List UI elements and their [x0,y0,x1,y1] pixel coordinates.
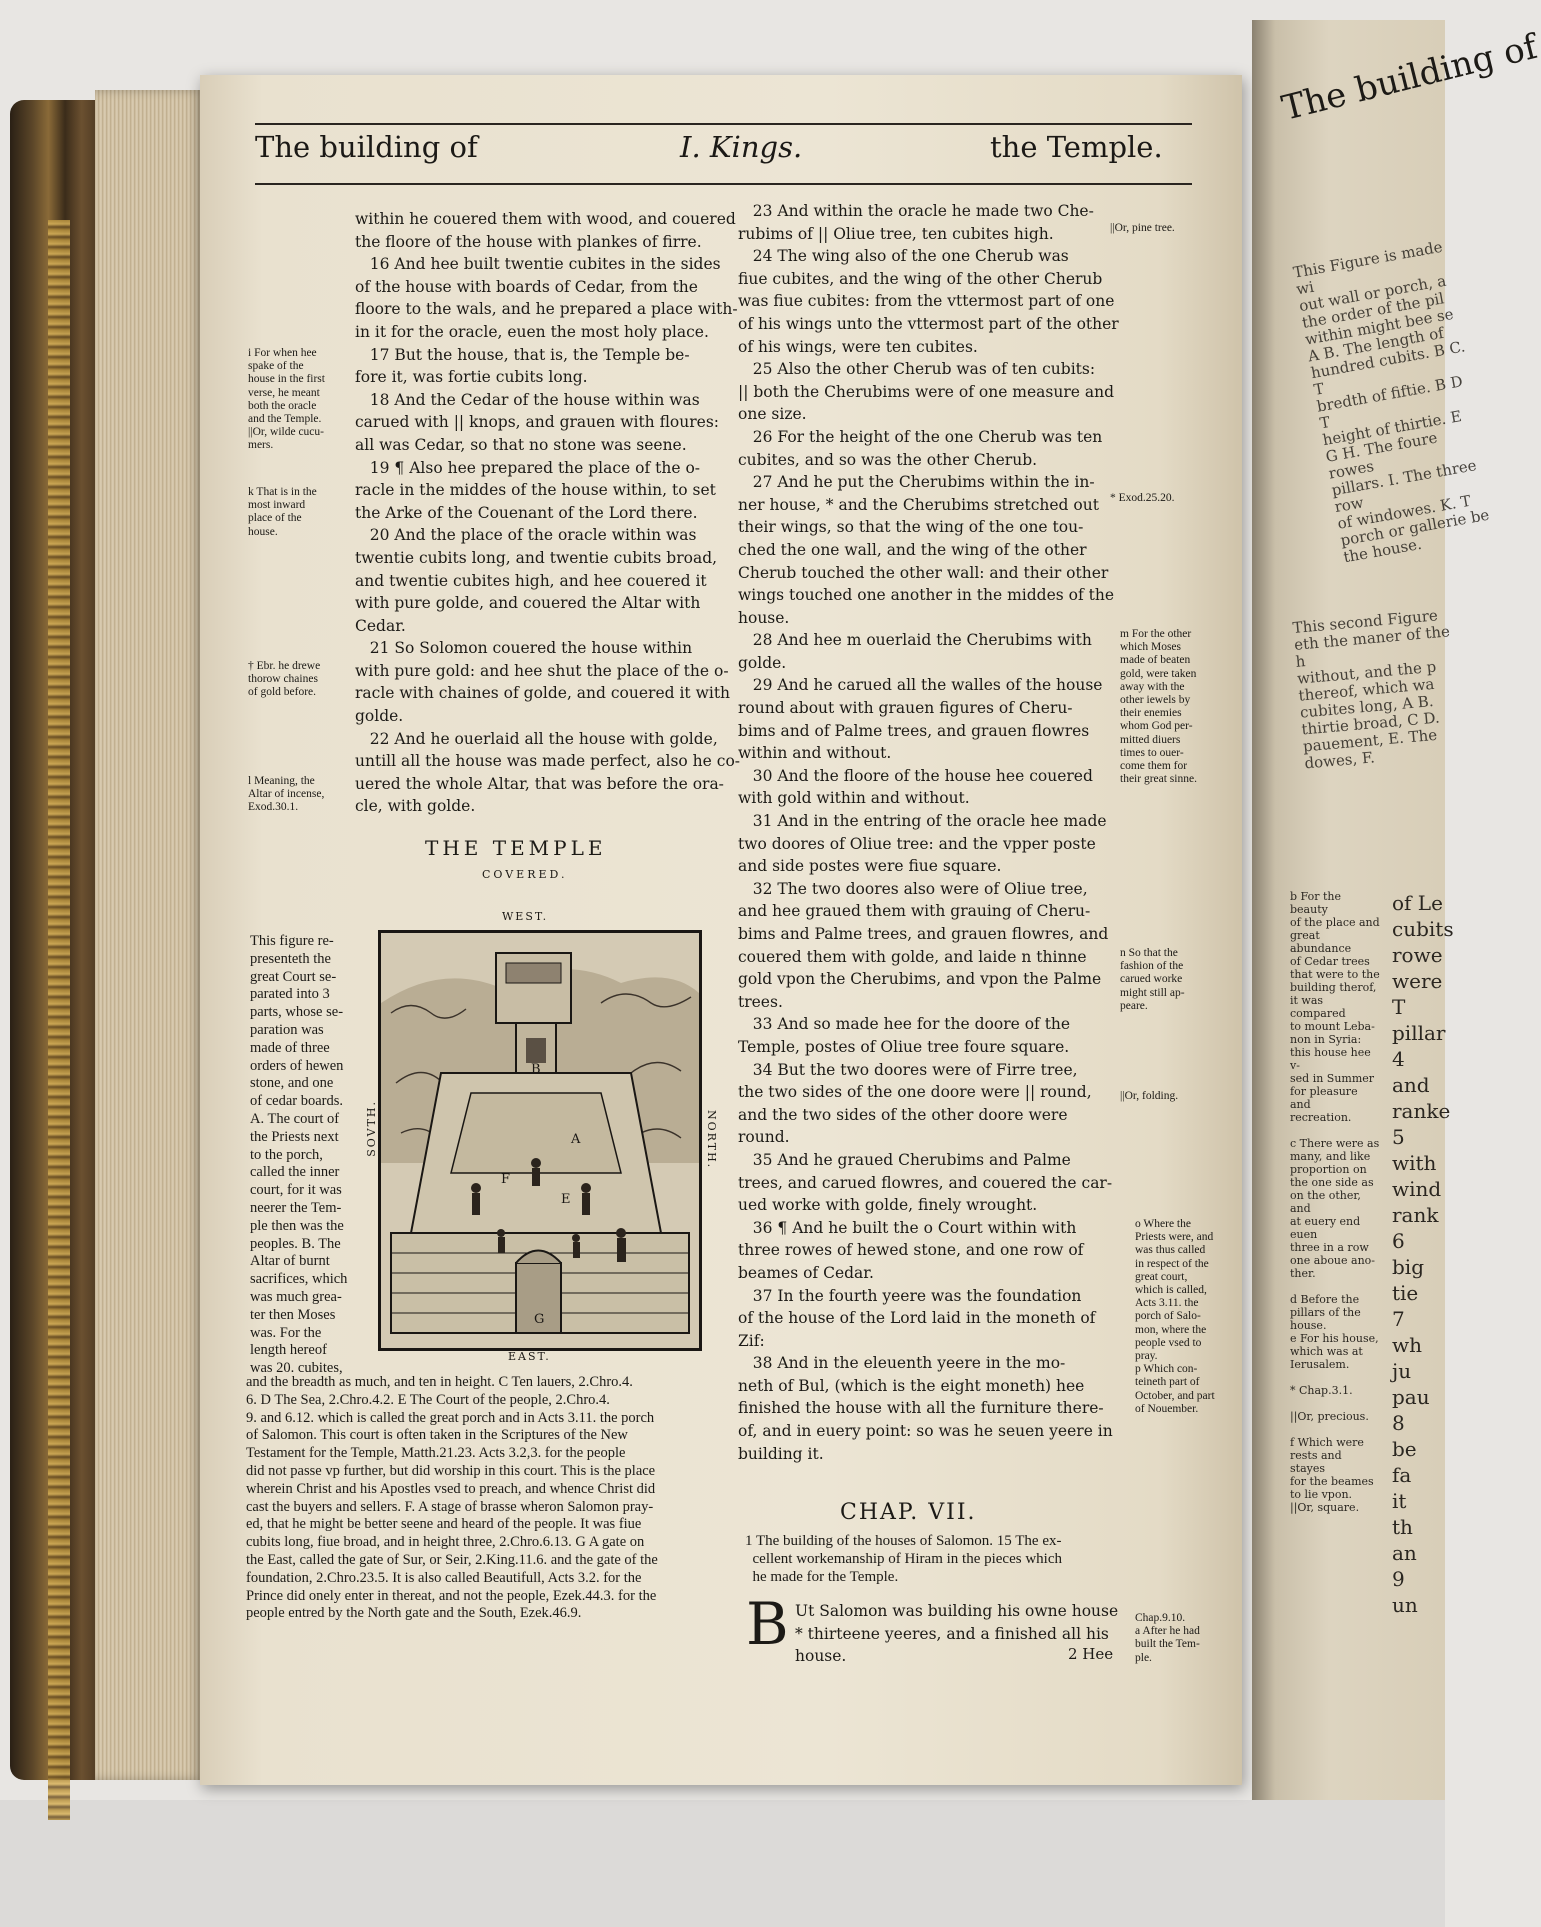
chapter-argument: 1 The building of the houses of Salomon. 15 The ex- cellent workemanship of Hiram in the pieces which he made for the Temple. [745,1533,1062,1585]
margin-note-l: l Meaning, the Altar of incense, Exod.30.1. [248,775,325,814]
svg-text:A: A [571,1132,581,1147]
margin-note-folding: ||Or, folding. [1120,1090,1179,1102]
figure-east-label: EAST. [508,1350,551,1363]
chapter-heading: CHAP. VII. [840,1500,977,1525]
facing-page-notes: b For the beauty of the place and great abundance of Cedar trees that were to the building therof, it was compared to mount Leba- non in Syria: this house hee v- sed in Summer for pleasure and recreation. c There were as many, and like proportion on the one side as on the other, and at euery end euen three in a row one aboue ano- ther. d Before the pillars of the house. e For his house, which was at Ierusalem. * Chap.3.1. ||Or, precious. f Which were rests and stayes for the beames to lie vpon. ||Or, square. [1290,890,1380,1514]
margin-note-k: k That is in the most inward place of the house. [248,486,317,538]
page-edges [95,90,205,1780]
facing-page [1252,20,1541,1800]
figure-subtitle: COVERED. [482,868,568,881]
margin-note-chap: Chap.9.10. a After he had built the Tem- ple. [1135,1612,1200,1664]
temple-woodcut-drawing [381,933,699,1348]
figure-bottom-caption: and the breadth as much, and ten in height. C Ten lauers, 2.Chro.4. 6. D The Sea, 2.Chro.4.2. E The Court of the people, 2.Chro.4. 9. and 6.12. which is called the great porch and in Acts 3.11. the porch of Salomon. This court is often taken in the Scriptures of the New Testament for the Temple, Matth.21.23. Acts 3.2,3. for the people did not passe vp further, but did worship in this court. This is the place wherein Christ and his Apostles vsed to preach, and whence Christ did cast the buyers and sellers. F. A stage of brasse wheron Salomon pray- ed, that he might be better seene and heard of the people. It was fiue cubits long, fiue broad, and in height three, 2.Chro.6.13. G A gate on the East, called the gate of Sur, or Seir, 2.King.11.6. and the gate of the foundation, 2.Chro.23.5. It is also called Beautifull, Acts 3.2. for the Prince did onely enter in thereat, and not the people, Ezek.44.3. for the people entred by the North gate and the South, Ezek.46.9. [246,1374,658,1622]
gilt-spine-decoration [48,220,70,1820]
svg-text:F: F [501,1172,511,1187]
figure-south-label: SOVTH. [365,1100,378,1157]
facing-page-heading: The building of [1278,26,1541,129]
running-head-center: I. Kings. [680,130,803,164]
margin-note-dagger: † Ebr. he drewe thorow chaines of gold before. [248,660,321,699]
margin-note-exod: * Exod.25.20. [1110,492,1175,504]
drop-capital: B [746,1590,789,1658]
margin-note-i: i For when hee spake of the house in the first verse, he meant both the oracle and the Temple. ||Or, wilde cucu- mers. [248,347,325,452]
svg-text:G: G [534,1312,545,1327]
facing-page-text-2: This second Figure eth the maner of the h without, and the p thereof, which wa cubites long, A B. thirtie broad, C D. pauement, E. The dowes, F. [1291,606,1451,773]
figure-side-caption: This figure re- presenteth the great Court se- parated into 3 parts, whose se- paration was made of three orders of hewen stone, and one of cedar boards. A. The court of the Priests next to the porch, called the inner court, for it was neerer the Tem- ple then was the peoples. B. The Altar of burnt sacrifices, which was much grea- ter then Moses was. For the length hereof was 20. cubites, [250,933,348,1377]
facing-page-fragments: of Le cubits rowe were T pillar 4 and ranke 5 with wind rank 6 big tie 7 wh ju pau 8 be fa it th an 9 un [1392,891,1454,1617]
margin-note-m: m For the other which Moses made of beaten gold, were taken away with the other iewels by their enemies whom God per- mitted diuers times to ouer- come them for their great sinne. [1120,628,1197,786]
svg-text:B: B [531,1062,541,1077]
margin-note-pine: ||Or, pine tree. [1110,222,1175,234]
temple-woodcut [378,930,702,1351]
running-head-left: The building of [255,130,478,164]
chapter-opening-text: Ut Salomon was building his owne house * thirteene yeeres, and a finished all his house. [795,1602,1119,1666]
margin-note-n: n So that the fashion of the carued worke might still ap- peare. [1120,947,1185,1012]
left-column-text: within he couered them with wood, and couered the floore of the house with plankes of firre. 16 And hee built twentie cubites in the sides of the house with boards of Cedar, from the floore to the wals, and he prepared a place with- in it for the oracle, euen the most holy place. 17 But the house, that is, the Temple be- fore it, was fortie cubits long. 18 And the Cedar of the house within was carued with || knops, and grauen with floures: all was Cedar, so that no stone was seene. 19 ¶ Also hee prepared the place of the o- racle in the middes of the house within, to set the Arke of the Couenant of the Lord there. 20 And the place of the oracle within was twentie cubits long, and twentie cubits broad, and twentie cubites high, and hee couered it with pure golde, and couered the Altar with Cedar. 21 So Solomon couered the house within with pure gold: and hee shut the place of the o- racle with chaines of golde, and couered it with golde. 22 And he ouerlaid all the house with golde, untill all the house was made perfect, also he co- uered the whole Altar, that was before the ora- cle, with golde. [355,210,741,816]
svg-text:E: E [561,1192,571,1207]
top-rule [255,123,1192,125]
figure-north-label: NORTH. [705,1110,718,1170]
head-rule [255,183,1192,185]
margin-note-o-p: o Where the Priests were, and was thus called in respect of the great court, which is called, Acts 3.11. the porch of Salo- mon, where the people vsed to pray. p Which con- teineth part of October, and part of Nouember. [1135,1218,1215,1415]
running-head-right: the Temple. [990,130,1163,164]
catchword: 2 Hee [1068,1645,1114,1663]
table-surface [0,1800,1445,1927]
figure-title: THE TEMPLE [425,836,607,860]
right-column-text: 23 And within the oracle he made two Che- rubims of || Oliue tree, ten cubites high. 24 The wing also of the one Cherub was fiue cubites, and the wing of the other Cherub was fiue cubites: from the vttermost part of one of his wings unto the vttermost part of the other of his wings, were ten cubites. 25 Also the other Cherub was of ten cubits: || both the Cherubims were of one measure and one size. 26 For the height of the one Cherub was ten cubites, and so was the other Cherub. 27 And he put the Cherubims within the in- ner house, * and the Cherubims stretched out their wings, so that the wing of the one tou- ched the one wall, and the wing of the other Cherub touched the other wall: and their other wings touched one another in the middes of the house. 28 And hee m ouerlaid the Cherubims with golde. 29 And he carued all the walles of the house round about with grauen figures of Cheru- bims and of Palme trees, and grauen flowres within and without. 30 And the floore of the house hee couered with gold within and without. 31 And in the entring of the oracle hee made two doores of Oliue tree: and the vpper poste and side postes were fiue square. 32 The two doores also were of Oliue tree, and hee graued them with grauing of Cheru- bims and Palme trees, and grauen flowres, and couered them with golde, and laide n thinne gold vpon the Cherubims, and vpon the Palme trees. 33 And so made hee for the doore of the Temple, postes of Oliue tree foure square. 34 But the two doores were of Firre tree, the two sides of the one doore were || round, and the two sides of the other doore were round. 35 And he graued Cherubims and Palme trees, and carued flowres, and couered the car- ued worke with golde, finely wrought. 36 ¶ And he built the o Court within with three rowes of hewed stone, and one row of beames of Cedar. 37 In the fourth yeere was the foundation of the house of the Lord laid in the moneth of Zif: 38 And in the eleuenth yeere in the mo- neth of Bul, (which is the eight moneth) hee finished the house with all the furniture there- of, and in euery point: so was he seuen yeere in building it. [738,202,1119,1463]
figure-west-label: WEST. [502,910,549,923]
facing-page-text-1: This Figure is made wi out wall or porch, a the order of the pil within might bee se A B. The length of hundred cubits. B C. T bredth of fiftie. B D T height of thirtie. E G H. The foure rowes pillars. I. The three row of windowes. K. T porch or gallerie be the house. [1291,237,1491,567]
